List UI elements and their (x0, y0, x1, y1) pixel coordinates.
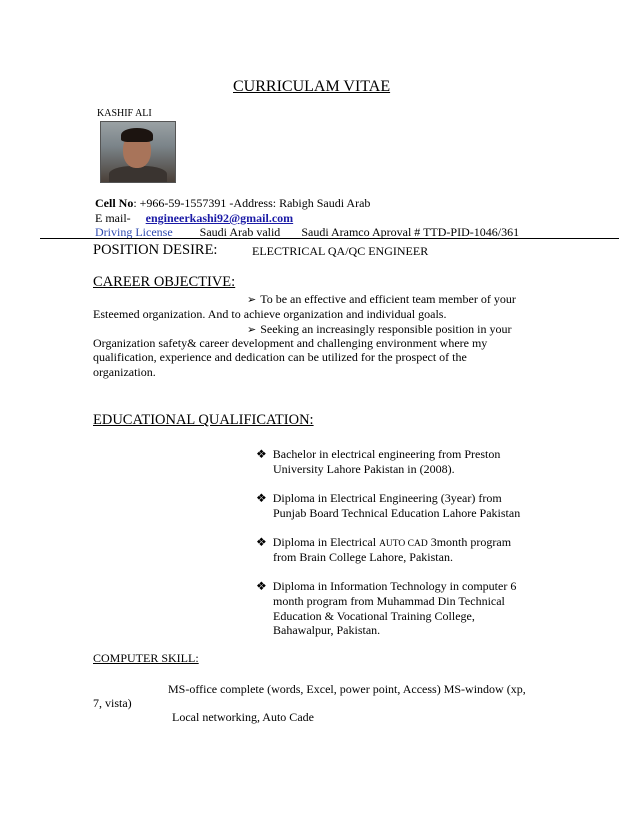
education-item-line: from Brain College Lahore, Pakistan. (273, 550, 453, 564)
diamond-bullet-icon: ❖ (256, 447, 267, 461)
education-item: ❖ Diploma in Information Technology in computer 6 (256, 579, 517, 593)
divider-line (40, 238, 619, 239)
position-label: POSITION DESIRE: (93, 242, 218, 258)
diamond-bullet-icon: ❖ (256, 579, 267, 593)
skills-heading: COMPUTER SKILL: (93, 651, 199, 665)
education-item-line: Bahawalpur, Pakistan. (273, 623, 381, 637)
objective-heading: CAREER OBJECTIVE: (93, 274, 236, 290)
objective-line: Esteemed organization. And to achieve organization and individual goals. (93, 307, 447, 321)
skills-line: 7, vista) (93, 696, 132, 710)
arrow-bullet-icon: ➢ (247, 294, 257, 306)
objective-bullet-1: ➢ To be an effective and efficient team member of your (247, 292, 516, 306)
education-item-line: Education & Vocational Training College, (273, 609, 475, 623)
candidate-name: KASHIF ALI (97, 108, 152, 119)
skills-line: MS-office complete (words, Excel, power point, Access) MS-window (xp, (168, 682, 526, 696)
driving-label: Driving License (95, 225, 173, 239)
email-link[interactable]: engineerkashi92@gmail.com (145, 211, 294, 225)
objective-line: organization. (93, 365, 156, 379)
objective-bullet-2: ➢ Seeking an increasingly responsible position in your (247, 322, 512, 336)
objective-line: Organization safety& career development and challenging environment where my (93, 336, 488, 350)
aramco-approval: Saudi Aramco Aproval # TTD-PID-1046/361 (301, 225, 520, 239)
contact-cell-line (95, 196, 370, 211)
education-heading: EDUCATIONAL QUALIFICATION: (93, 412, 314, 428)
education-item: ❖ Bachelor in electrical engineering from Preston (256, 447, 501, 461)
diamond-bullet-icon: ❖ (256, 491, 267, 505)
contact-email-line (95, 211, 293, 226)
education-item-line: University Lahore Pakistan in (2008). (273, 462, 455, 476)
education-item: ❖ Diploma in Electrical Engineering (3year) from (256, 491, 502, 505)
cell-value: : +966-59-1557391 -Address: Rabigh Saudi Arab (133, 196, 371, 210)
profile-photo (100, 121, 176, 183)
driving-value: Saudi Arab valid (199, 225, 281, 239)
objective-line: qualification, experience and dedication can be utilized for the prospect of the (93, 350, 467, 364)
education-item: ❖ Diploma in Electrical AUTO CAD 3month program (256, 535, 512, 549)
cell-label: Cell No (95, 196, 134, 210)
arrow-bullet-icon: ➢ (247, 324, 257, 336)
education-item-line: month program from Muhammad Din Technical (273, 594, 505, 608)
education-item-line: Punjab Board Technical Education Lahore Pakistan (273, 506, 521, 520)
email-label: E mail- (95, 211, 131, 225)
document-title: CURRICULAM VITAE (233, 78, 391, 95)
position-value: ELECTRICAL QA/QC ENGINEER (252, 244, 429, 258)
skills-line: Local networking, Auto Cade (172, 710, 314, 724)
diamond-bullet-icon: ❖ (256, 535, 267, 549)
